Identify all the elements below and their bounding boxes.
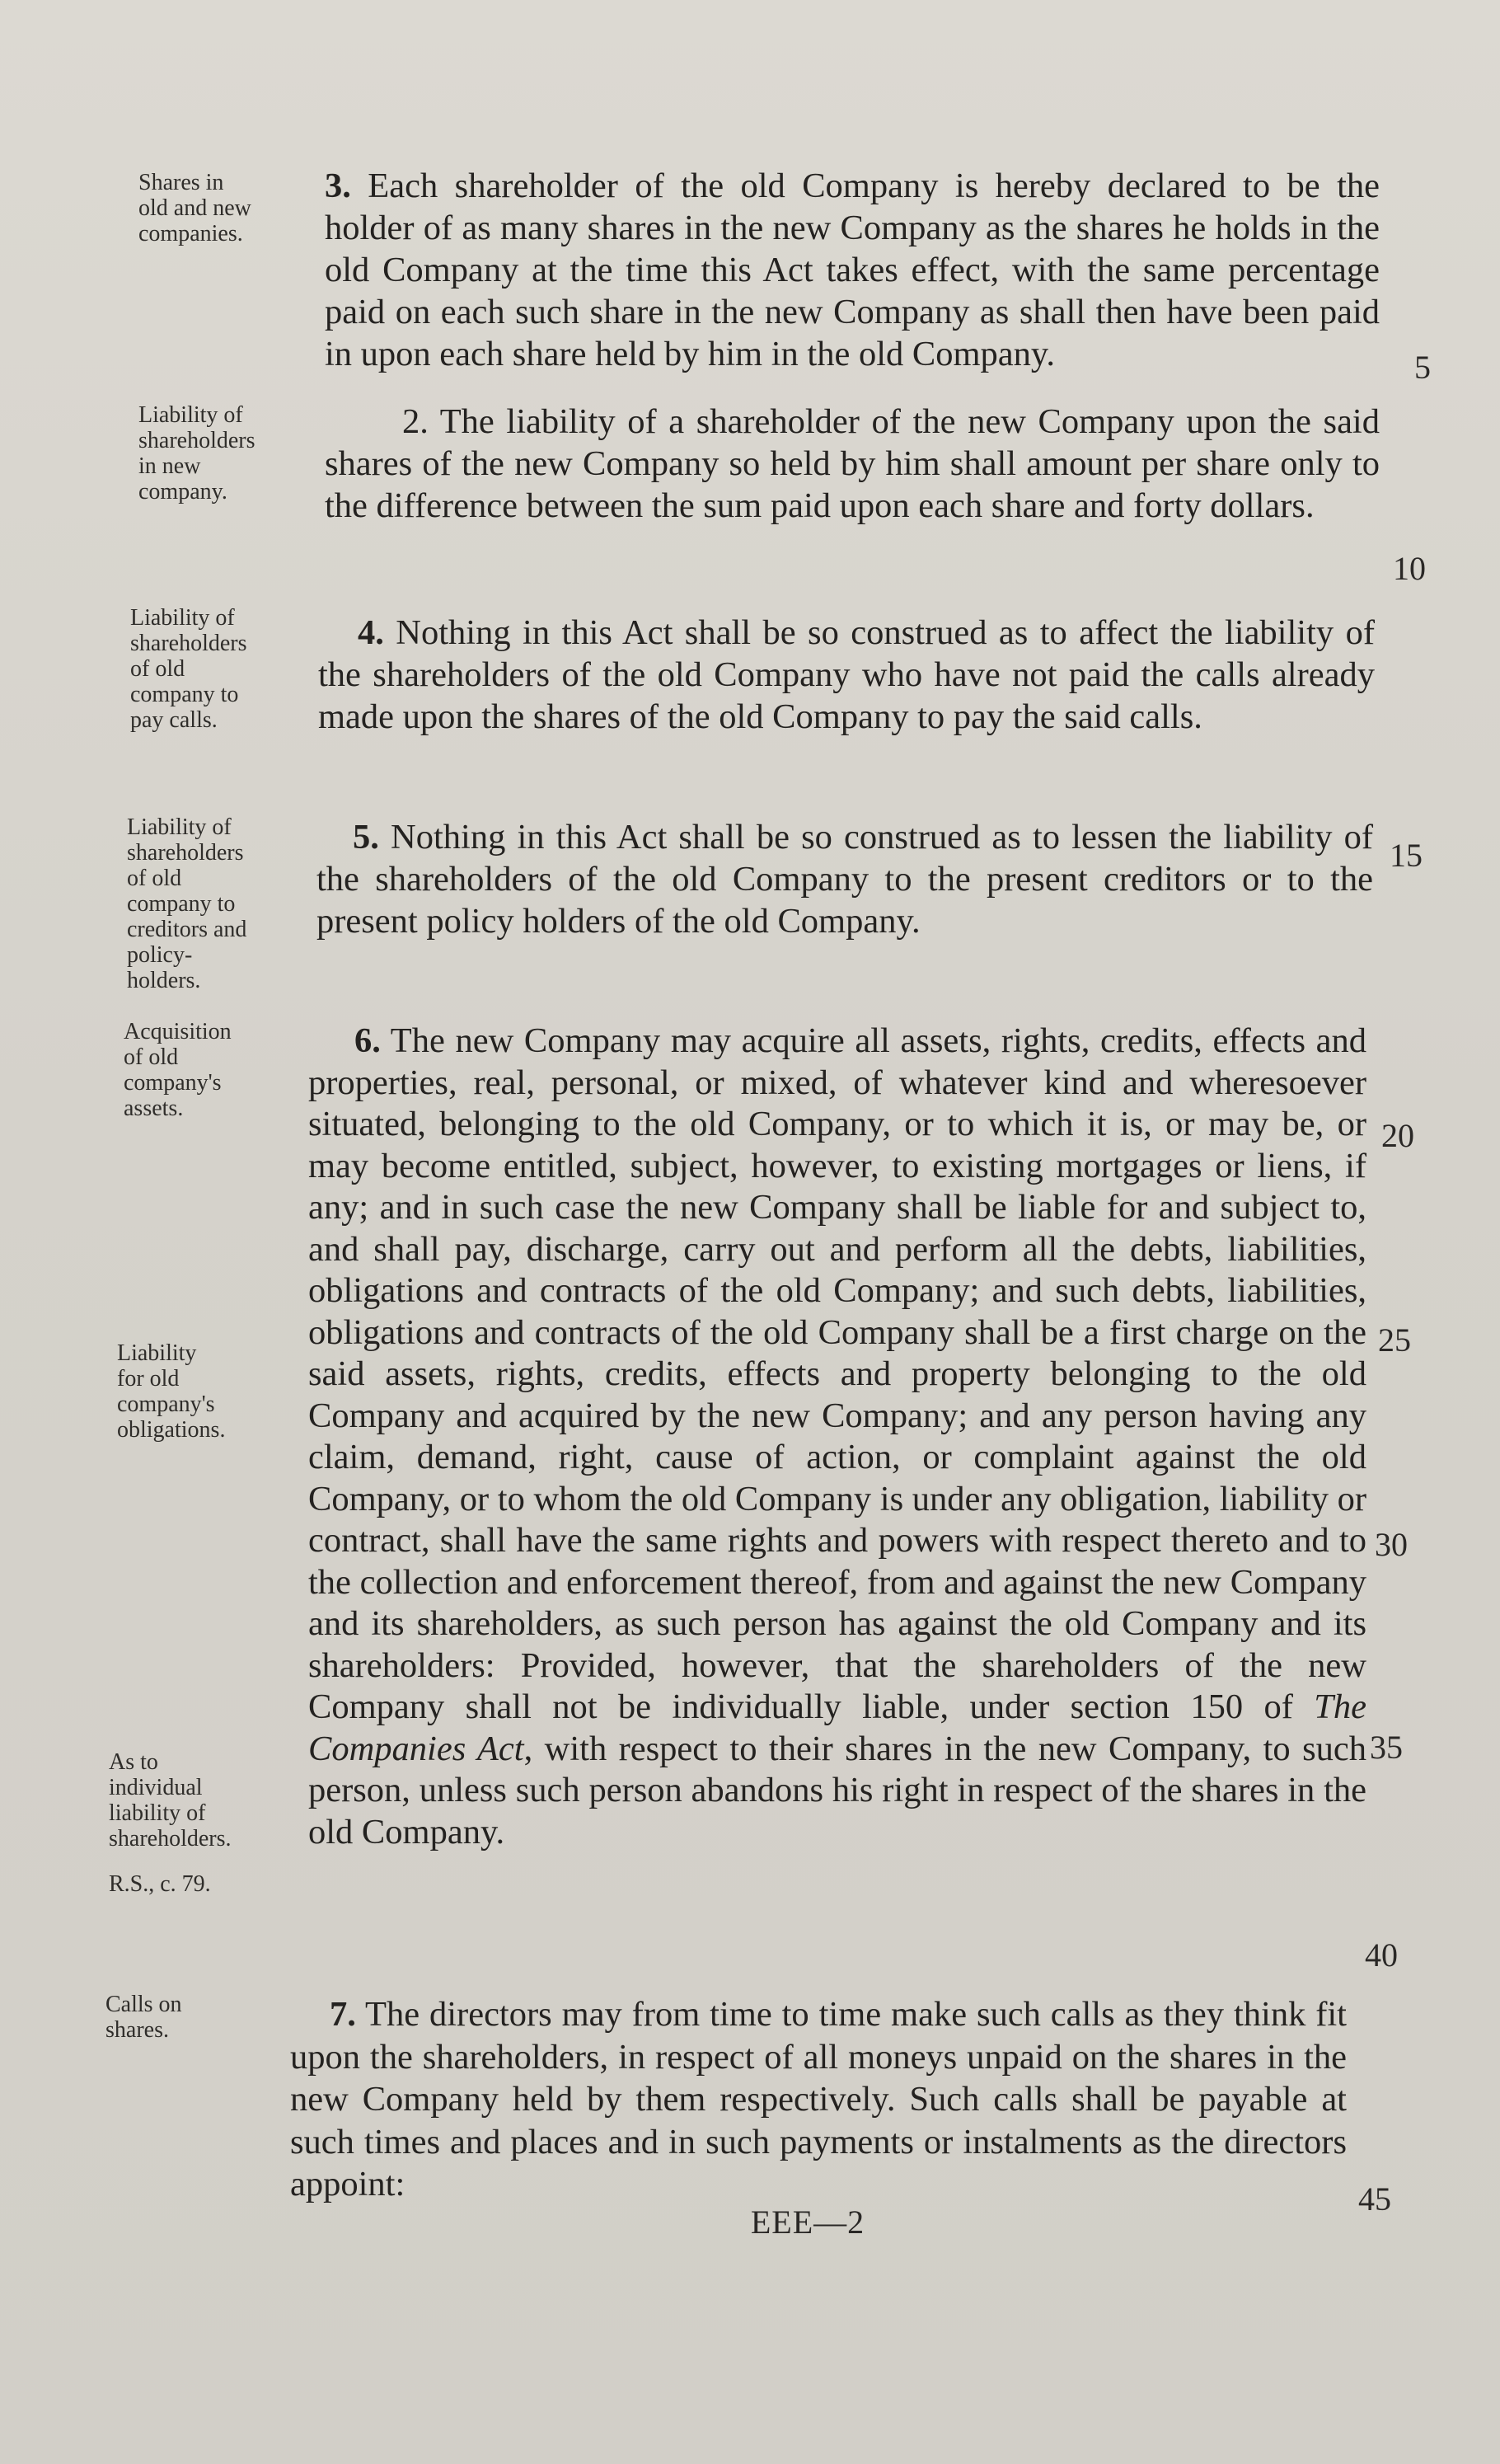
margin-note-acquisition: Acquisition of old company's assets. [124, 1019, 232, 1121]
section-6-body: The new Company may acquire all assets, rights, credits, effects and properties, real, personal, or mixed, of whatever kind and wheresoever situated, belonging to the old Company, or to which it is, or may be, or may become entitled, subject, however, to existing mortgages or liens, if any; and in such case the new Company shall be liable for and subject to, and shall pay, discharge, carry out and perform all the debts, liabilities, obligations and contracts of the old Company; and such debts, liabilities, obligations and contracts of the old Company shall be a first charge on the said assets, rights, credits, effects and property belonging to the old Company and acquired by the new Company; and any person having any claim, demand, right, cause of action, or complaint against the old Company, or to whom the old Company is under any obligation, liability or contract, shall have the same rights and powers with respect thereto and to the collection and enforcement thereof, from and against the new Company and its shareholders, as such person has against the old Company and its shareholders: Provided, however, that the shareholders of the new Company shall not be individually liable, under section 150 of [308, 1021, 1366, 1726]
margin-note-individual-liability: As to individual liability of shareholders. [109, 1749, 232, 1852]
section-5-text [316, 816, 1373, 942]
section-4-number: 4. [358, 613, 384, 652]
line-number-40: 40 [1365, 1936, 1398, 1974]
line-number-5: 5 [1414, 349, 1431, 386]
margin-note-shares: Shares in old and new companies. [138, 170, 251, 246]
line-number-15: 15 [1390, 837, 1423, 874]
section-3-2-text [325, 401, 1380, 527]
section-3-number: 3. [325, 167, 351, 205]
section-4-text [318, 612, 1375, 738]
page-footer [0, 2203, 1500, 2241]
section-5-body: Nothing in this Act shall be so construed as to lessen the liability of the shareholders of the old Company to the present creditors or to the present policy holders of the old Company. [316, 818, 1373, 941]
section-4-body: Nothing in this Act shall be so construed as to affect the liability of the shareholders of the old Company who have not paid the calls already made upon the shares of the old Company to pay the said calls. [318, 613, 1375, 736]
line-number-30: 30 [1375, 1526, 1408, 1563]
section-7-text [290, 1993, 1347, 2206]
section-7-body: The directors may from time to time make such calls as they think fit upon the shareholders, in respect of all moneys unpaid on the shares in the new Company held by them respectively. Such calls shall be payable at such times and places and in such payments or instalments as the directors appoint: [290, 1995, 1347, 2204]
margin-note-liability-calls: Liability of shareholders of old company to pay calls. [130, 605, 247, 733]
margin-note-calls: Calls on shares. [105, 1992, 182, 2043]
section-6-body-end: , with respect to their shares in the new Company, to such person, unless such person abandons his right in respect of the shares in the old Company. [308, 1729, 1366, 1852]
line-number-10: 10 [1393, 550, 1426, 587]
line-number-35: 35 [1370, 1729, 1403, 1766]
section-3-2-body: 2. The liability of a shareholder of the new Company upon the said shares of the new Company so held by him shall amount per share only to the difference between the sum paid upon each share and forty dollars. [325, 402, 1380, 525]
section-3-body: Each shareholder of the old Company is hereby declared to be the holder of as many shares in the new Company as the shares he holds in the old Company at the time this Act takes effect, with the same percentage paid on each such share in the new Company as shall then have been paid in upon each share held by him in the old Company. [325, 167, 1380, 373]
section-6-text [308, 1021, 1366, 1853]
section-3-text [325, 165, 1380, 375]
margin-note-statute-ref: R.S., c. 79. [109, 1871, 211, 1897]
line-number-25: 25 [1378, 1321, 1411, 1359]
section-6-act-title: The Companies Act [308, 1687, 1366, 1768]
footer-signature: EEE—2 [750, 2204, 865, 2241]
margin-note-liability-new: Liability of shareholders in new company. [138, 402, 255, 505]
margin-note-obligations: Liability for old company's obligations. [117, 1340, 226, 1443]
section-6-number: 6. [354, 1021, 381, 1060]
margin-note-liability-creditors: Liability of shareholders of old company to creditors and policy- holders. [127, 814, 247, 993]
section-7-number: 7. [330, 1995, 356, 2034]
section-5-number: 5. [353, 818, 379, 857]
line-number-45: 45 [1358, 2180, 1391, 2218]
line-number-20: 20 [1381, 1117, 1414, 1154]
